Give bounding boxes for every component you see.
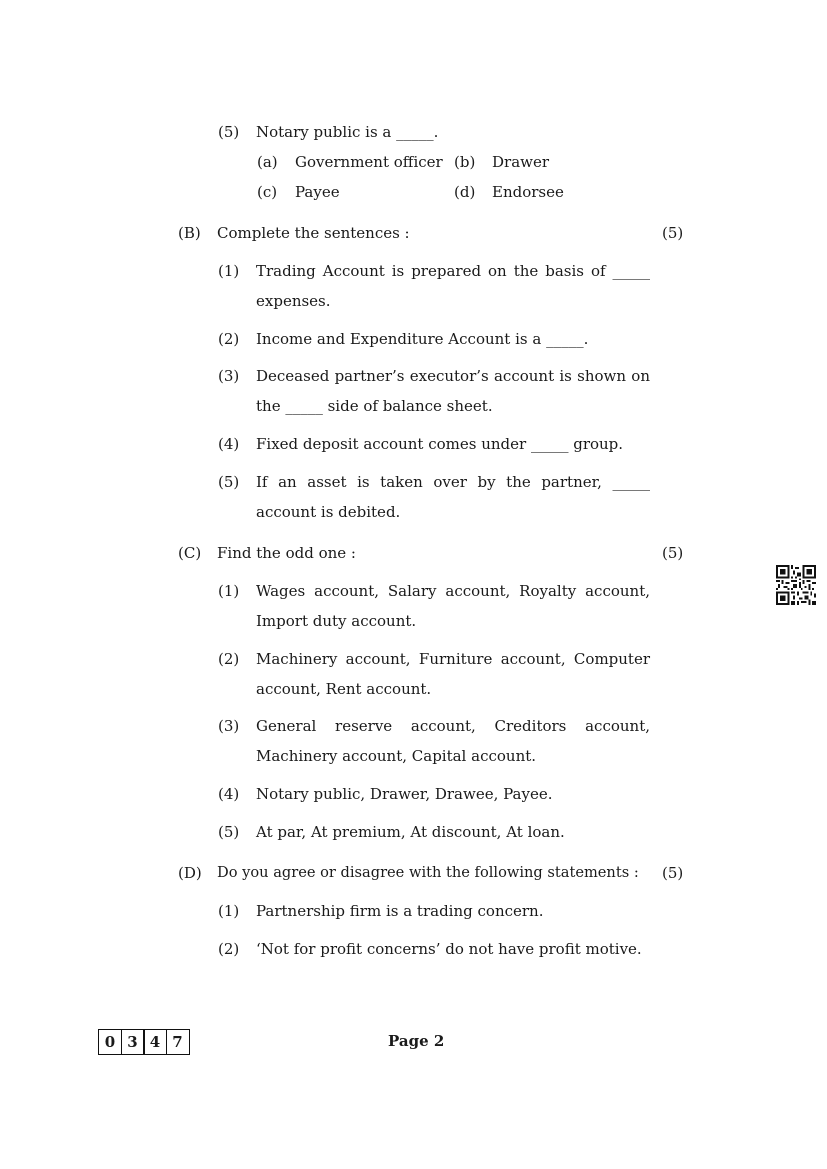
qr-code-icon	[776, 565, 816, 605]
question-text: General reserve account, Creditors account,	[256, 717, 650, 735]
page-number: Page 2	[388, 1032, 445, 1050]
option-text: Payee	[295, 183, 340, 201]
section-heading: Find the odd one :	[217, 544, 356, 562]
question-number: (1)	[218, 902, 240, 920]
question-text-continued: expenses.	[256, 292, 331, 310]
paper-code-digit: 3	[121, 1029, 145, 1055]
question-text: If an asset is taken over by the partner, _____	[256, 473, 650, 491]
question-text-continued: the _____ side of balance sheet.	[256, 397, 493, 415]
option-text: Drawer	[492, 153, 550, 171]
question-text: At par, At premium, At discount, At loan.	[256, 823, 565, 841]
section-heading: Do you agree or disagree with the following statements :	[217, 864, 639, 881]
question-text-continued: account, Rent account.	[256, 680, 432, 698]
question-text: Partnership firm is a trading concern.	[256, 902, 544, 920]
question-text: Fixed deposit account comes under _____ group.	[256, 435, 624, 453]
question-number: (5)	[218, 473, 240, 491]
question-text-continued: Machinery account, Capital account.	[256, 747, 537, 765]
question-number: (4)	[218, 785, 240, 803]
option-label: (b)	[454, 153, 476, 171]
question-number: (3)	[218, 367, 240, 385]
section-marks: (5)	[662, 544, 684, 562]
question-number: (5)	[218, 823, 240, 841]
option-text: Government officer	[295, 153, 443, 171]
question-number: (2)	[218, 940, 240, 958]
section-label: (D)	[178, 864, 202, 882]
option-label: (c)	[257, 183, 278, 201]
question-text-continued: account is debited.	[256, 503, 401, 521]
question-text-continued: Import duty account.	[256, 612, 417, 630]
section-label: (C)	[178, 544, 202, 562]
question-text: Notary public is a _____.	[256, 123, 439, 141]
section-label: (B)	[178, 224, 201, 242]
question-text: Wages account, Salary account, Royalty account,	[256, 582, 650, 600]
option-label: (d)	[454, 183, 476, 201]
paper-code	[98, 1029, 190, 1055]
question-text: ‘Not for profit concerns’ do not have profit motive.	[256, 940, 642, 958]
question-text: Income and Expenditure Account is a _____.	[256, 330, 589, 348]
section-heading: Complete the sentences :	[217, 224, 410, 242]
paper-code-digit: 7	[166, 1029, 190, 1055]
question-number: (2)	[218, 330, 240, 348]
option-text: Endorsee	[492, 183, 564, 201]
question-number: (5)	[218, 123, 240, 141]
question-number: (1)	[218, 262, 240, 280]
question-number: (2)	[218, 650, 240, 668]
question-number: (1)	[218, 582, 240, 600]
section-marks: (5)	[662, 864, 684, 882]
question-text: Trading Account is prepared on the basis of _____	[256, 262, 650, 280]
paper-code-digit: 0	[98, 1029, 122, 1055]
question-text: Machinery account, Furniture account, Computer	[256, 650, 650, 668]
paper-code-digit: 4	[143, 1029, 167, 1055]
option-label: (a)	[257, 153, 278, 171]
question-number: (4)	[218, 435, 240, 453]
question-text: Notary public, Drawer, Drawee, Payee.	[256, 785, 553, 803]
question-number: (3)	[218, 717, 240, 735]
section-marks: (5)	[662, 224, 684, 242]
question-text: Deceased partner’s executor’s account is shown on	[256, 367, 650, 385]
